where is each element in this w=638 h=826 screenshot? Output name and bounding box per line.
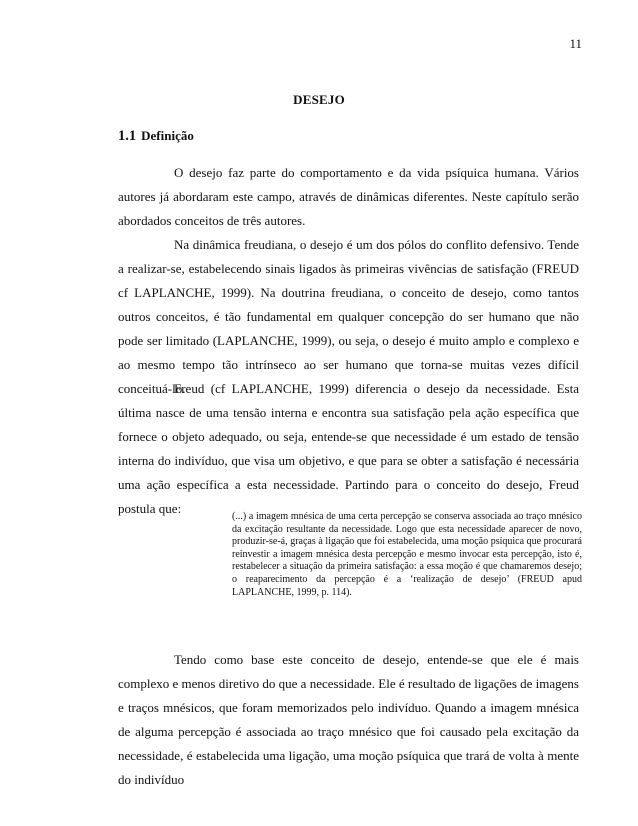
chapter-title: DESEJO xyxy=(293,92,345,107)
paragraph-text: O desejo faz parte do comportamento e da vida psíquica humana. Vários autores já abordaram este campo, através de dinâmicas diferentes. Neste capítulo serão abordados conceitos de três autores. xyxy=(118,165,579,228)
quote-text: (...) a imagem mnésica de uma certa percepção se conserva associada ao traço mnésico da excitação resultante da necessidade. Logo que esta necessidade aparecer de novo, produzir-se-á, graças à ligação que foi estabelecida, uma moção psíquica que procurará reinvestir a imagem mnésica desta percepção e mesmo invocar esta percepção, isto é, restabelecer a situação da primeira satisfação: a essa moção é que chamaremos desejo; o reaparecimento da percepção é a ‘realização de desejo’ (FREUD apud LAPLANCHE, 1999, p. 114). xyxy=(232,511,582,598)
paragraph-text: Tendo como base este conceito de desejo, entende-se que ele é mais complexo e menos diretivo do que a necessidade. Ele é resultado de ligações de imagens e traços mnésicos, que foram memorizados pelo indivíduo. Quando a imagem mnésica de alguma percepção é associada ao traço mnésico que foi causado pela excitação da necessidade, é estabelecida uma ligação, uma moção psíquica que trará de volta à mente do indivíduo xyxy=(118,652,579,787)
paragraph-text: Freud (cf LAPLANCHE, 1999) diferencia o desejo da necessidade. Esta última nasce de uma tensão interna e encontra sua satisfação pela ação específica que fornece o objeto adequado, ou seja, entende-se que necessidade é um estado de tensão interna do indivíduo, que visa um objetivo, e que para se obter a satisfação é necessária uma ação específica a esta necessidade. Partindo para o conceito do desejo, Freud postula que: xyxy=(118,381,579,516)
paragraph-3 xyxy=(118,377,579,521)
page-number: 11 xyxy=(569,36,582,51)
section-number: 1.1 xyxy=(118,128,137,144)
block-quote xyxy=(232,511,582,599)
section-heading xyxy=(118,128,194,145)
paragraph-1 xyxy=(118,161,579,233)
paragraph-2 xyxy=(118,233,579,401)
paragraph-4 xyxy=(118,648,579,792)
paragraph-text: Na dinâmica freudiana, o desejo é um dos pólos do conflito defensivo. Tende a realizar-se, estabelecendo sinais ligados às primeiras vivências de satisfação (FREUD cf LAPLANCHE, 1999). Na doutrina freudiana, o conceito de desejo, como tantos outros conceitos, é tão fundamental em qualquer concepção do ser humano que não pode ser limitado (LAPLANCHE, 1999), ou seja, o desejo é muito amplo e complexo e ao mesmo tempo tão intrínseco ao ser humano que torna-se muitas vezes difícil conceituá-lo. xyxy=(118,237,579,396)
section-title: Definição xyxy=(141,128,194,143)
